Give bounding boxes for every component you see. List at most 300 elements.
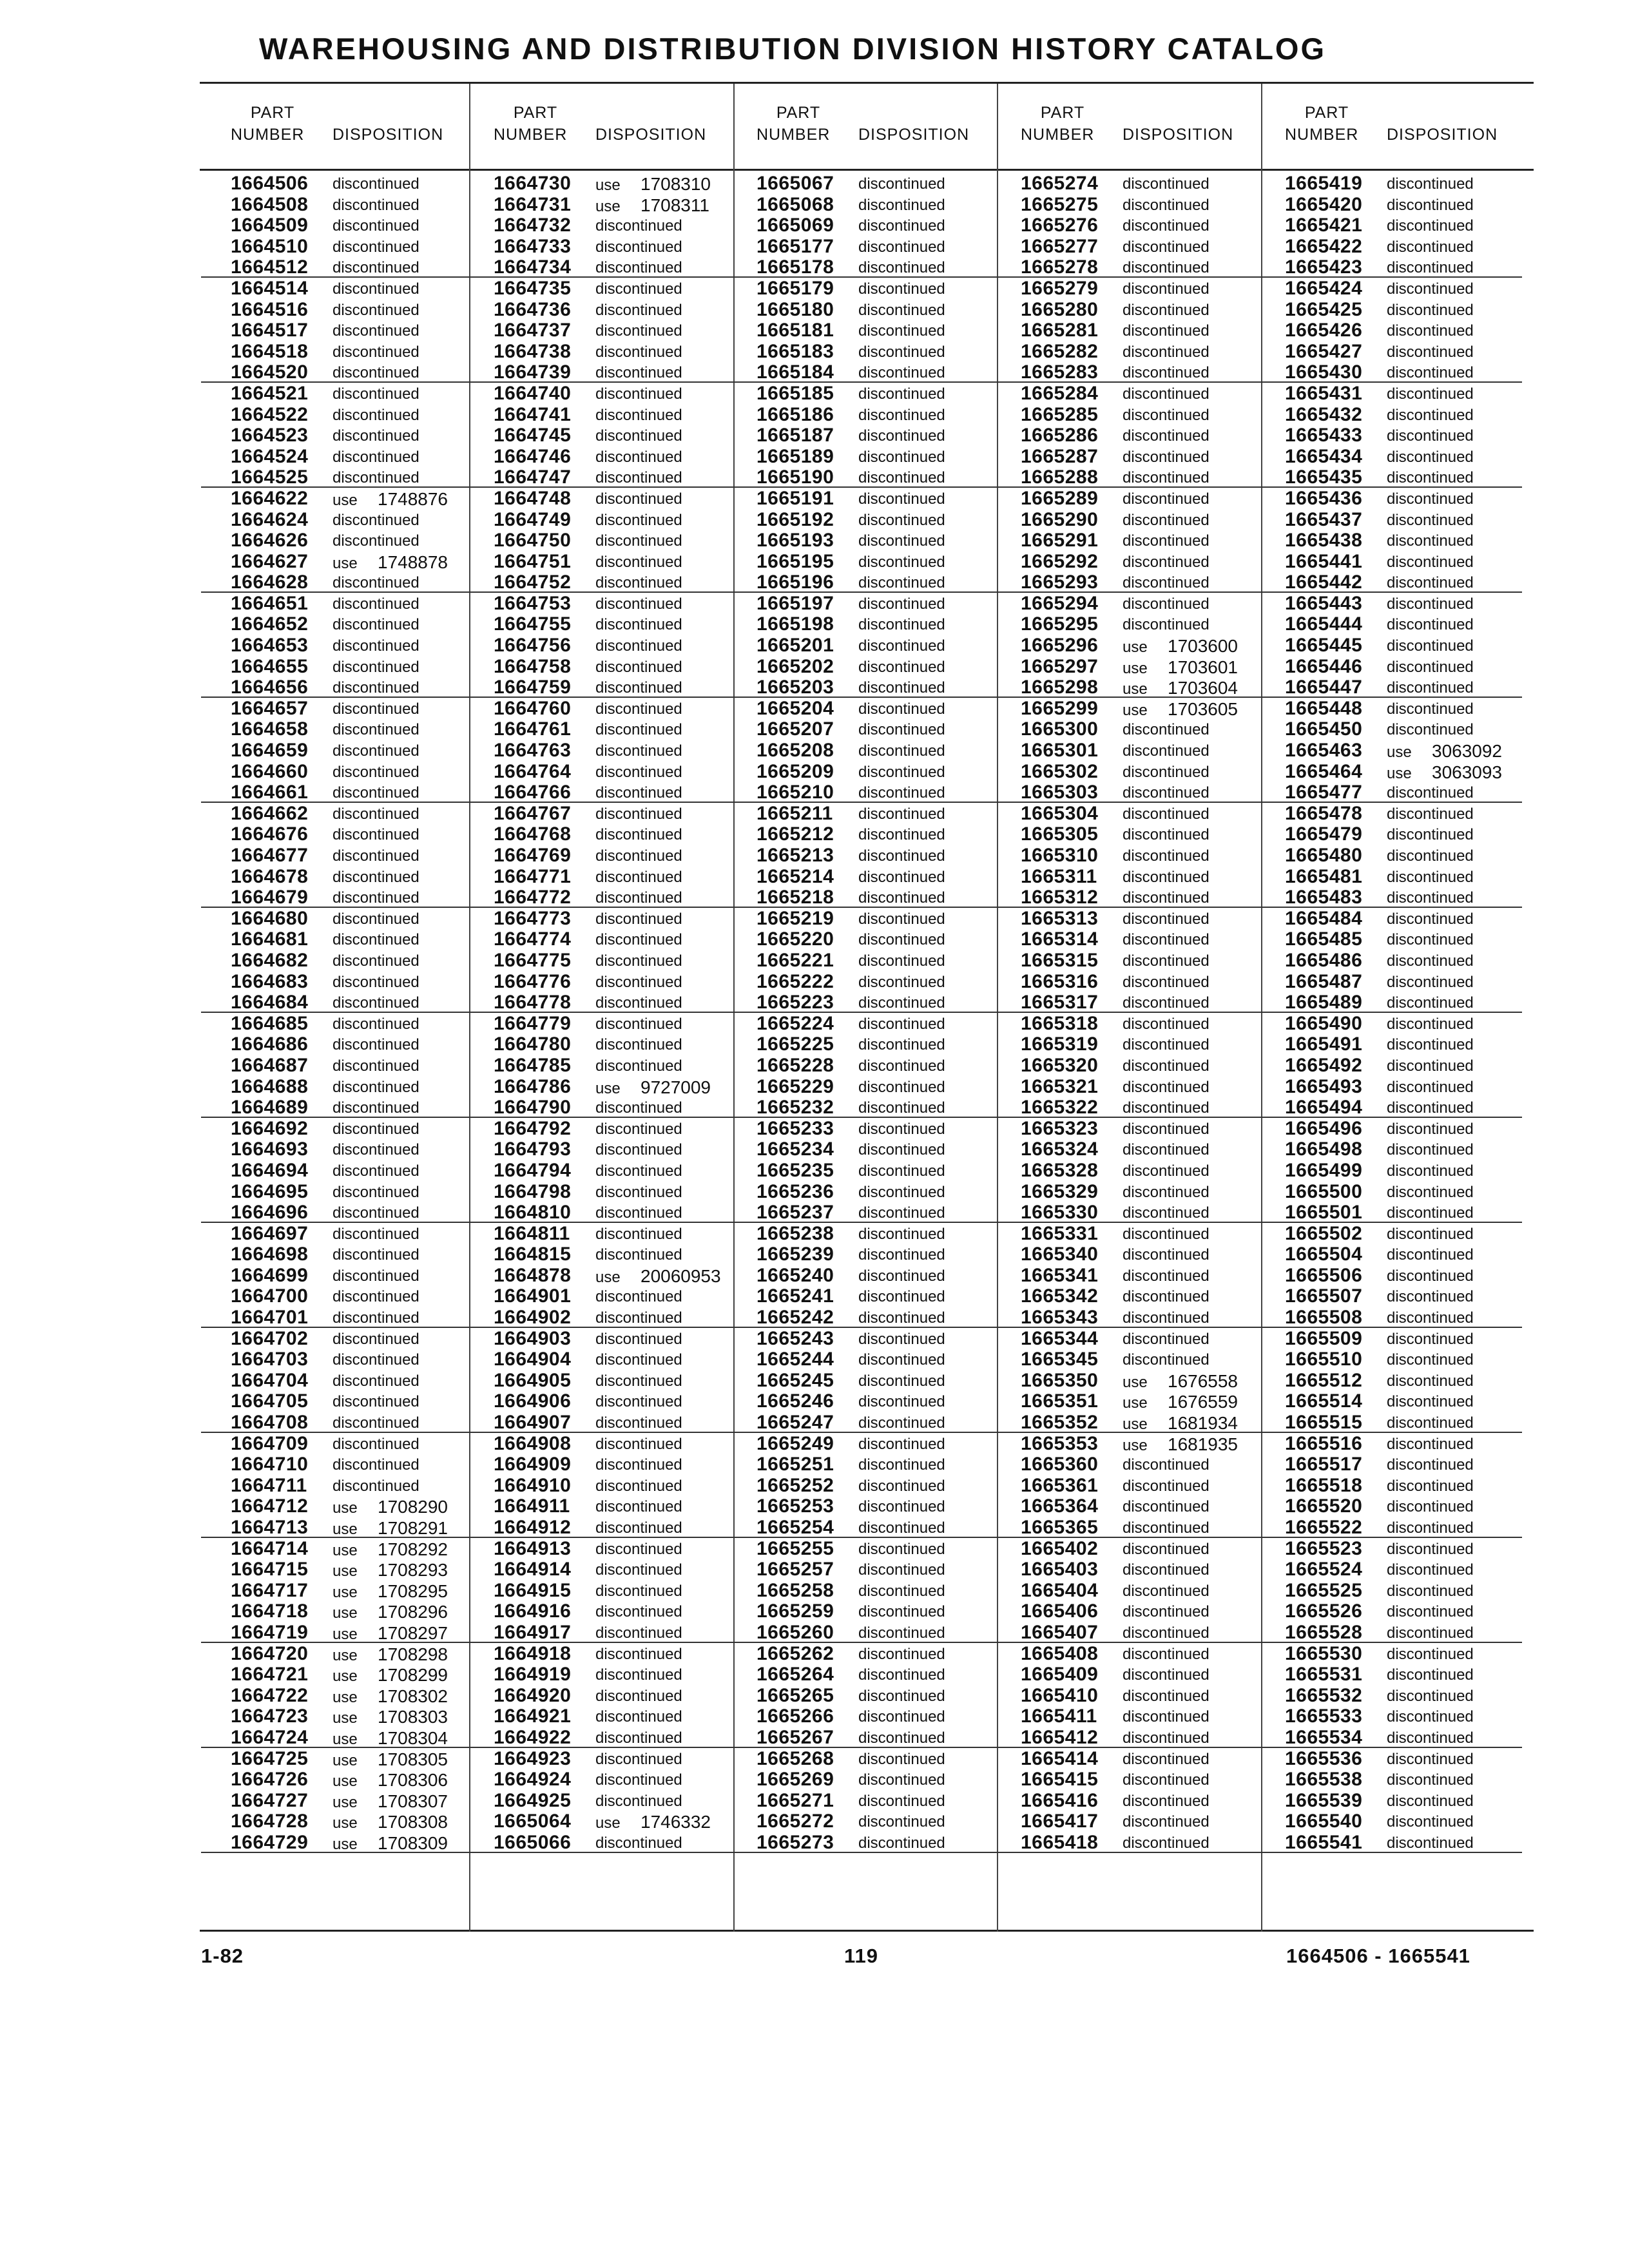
disposition <box>595 1055 682 1077</box>
disposition-text: discontinued <box>1387 658 1474 676</box>
table-row <box>201 1181 468 1202</box>
disposition-text: discontinued <box>333 700 419 718</box>
disposition <box>858 552 945 573</box>
table-row <box>464 215 731 236</box>
disposition <box>595 1686 682 1707</box>
disposition-text: discontinued <box>1387 910 1474 928</box>
part-number: 1664682 <box>231 949 309 971</box>
table-row <box>1255 1349 1522 1370</box>
disposition-text: discontinued <box>858 700 945 718</box>
part-number: 1664734 <box>494 256 572 278</box>
part-number: 1665296 <box>1021 635 1099 657</box>
disposition-text: discontinued <box>595 1414 682 1432</box>
disposition <box>1387 488 1474 510</box>
part-number: 1665289 <box>1021 487 1099 509</box>
part-number: 1665203 <box>757 677 834 698</box>
disposition <box>1123 803 1210 825</box>
replacement-part-number: 1748878 <box>378 552 448 572</box>
disposition-text: discontinued <box>1123 553 1210 571</box>
disposition <box>595 762 682 783</box>
part-number: 1665193 <box>757 530 834 552</box>
disposition <box>333 1539 448 1561</box>
table-row <box>464 992 731 1013</box>
disposition-text: discontinued <box>333 952 419 970</box>
disposition <box>1123 1769 1210 1791</box>
table-row <box>464 1559 731 1580</box>
part-number: 1665265 <box>757 1684 834 1706</box>
table-row <box>991 1076 1258 1097</box>
table-row <box>991 1412 1258 1433</box>
disposition <box>858 1160 945 1182</box>
disposition-text: discontinued <box>858 1015 945 1033</box>
disposition-text: discontinued <box>858 595 945 613</box>
disposition <box>333 762 419 783</box>
disposition <box>595 1749 682 1770</box>
replacement-part-number: 1748876 <box>378 488 448 509</box>
table-row <box>727 887 994 908</box>
disposition <box>595 719 682 740</box>
disposition <box>595 1517 682 1539</box>
table-row <box>727 1097 994 1118</box>
disposition-text: discontinued <box>858 973 945 991</box>
replacement-part-number: 1708295 <box>378 1581 448 1601</box>
table-row <box>201 845 468 866</box>
disposition <box>858 320 945 341</box>
disposition-text: discontinued <box>595 1162 682 1180</box>
table-row <box>464 194 731 215</box>
part-number: 1665246 <box>757 1390 834 1412</box>
disposition-text: use <box>595 1079 621 1097</box>
disposition <box>1387 1160 1474 1182</box>
disposition-text: discontinued <box>1123 196 1210 214</box>
disposition <box>858 719 945 740</box>
table-row <box>1255 572 1522 593</box>
table-row <box>1255 740 1522 761</box>
table-row <box>464 740 731 761</box>
disposition-text: discontinued <box>1123 322 1210 340</box>
part-number: 1665258 <box>757 1579 834 1601</box>
disposition-text: discontinued <box>595 364 682 382</box>
part-number: 1664702 <box>231 1327 309 1349</box>
disposition-text: discontinued <box>858 1267 945 1285</box>
part-number: 1665264 <box>757 1664 834 1686</box>
table-row <box>991 1495 1258 1517</box>
part-number: 1665284 <box>1021 382 1099 404</box>
disposition-text: discontinued <box>1123 1729 1210 1747</box>
part-number: 1665365 <box>1021 1517 1099 1538</box>
table-row <box>464 236 731 257</box>
part-number: 1664689 <box>231 1097 309 1119</box>
table-row <box>727 1202 994 1223</box>
table-row <box>201 1097 468 1118</box>
disposition-text: discontinued <box>333 469 419 487</box>
part-number: 1664508 <box>231 193 309 215</box>
table-row <box>201 1349 468 1370</box>
disposition <box>1123 762 1210 783</box>
part-number: 1664725 <box>231 1747 309 1769</box>
disposition <box>1387 278 1474 300</box>
table-row <box>464 1538 731 1559</box>
disposition-text: use <box>333 1583 358 1601</box>
disposition <box>333 1644 448 1666</box>
part-number: 1665180 <box>757 298 834 320</box>
part-number: 1665293 <box>1021 572 1099 593</box>
disposition <box>858 1391 945 1412</box>
disposition-text: discontinued <box>858 532 945 550</box>
disposition <box>1123 1265 1210 1287</box>
disposition <box>595 972 682 993</box>
disposition <box>858 467 945 488</box>
header-number: NUMBER <box>1021 126 1095 144</box>
table-row <box>1255 551 1522 572</box>
disposition <box>333 1769 448 1792</box>
part-number: 1664776 <box>494 970 572 992</box>
table-row <box>1255 1223 1522 1244</box>
disposition <box>858 698 945 720</box>
disposition <box>1123 1119 1210 1140</box>
disposition-text: discontinued <box>333 322 419 340</box>
disposition <box>1123 1791 1210 1812</box>
table-row <box>991 845 1258 866</box>
disposition-text: use <box>1123 1416 1148 1434</box>
table-row <box>201 1307 468 1328</box>
part-number: 1664918 <box>494 1642 572 1664</box>
table-row <box>201 236 468 257</box>
disposition-text: use <box>333 1562 358 1581</box>
part-number: 1665538 <box>1285 1769 1363 1791</box>
disposition-text: discontinued <box>1123 364 1210 382</box>
table-row <box>1255 1622 1522 1643</box>
disposition-text: discontinued <box>333 1099 419 1117</box>
part-number: 1665260 <box>757 1621 834 1643</box>
disposition-text: discontinued <box>1387 574 1474 592</box>
disposition <box>333 1077 419 1098</box>
replacement-part-number: 1708291 <box>378 1518 448 1538</box>
disposition <box>595 1307 682 1329</box>
disposition <box>595 425 682 447</box>
part-number: 1665489 <box>1285 992 1363 1014</box>
disposition <box>1387 803 1474 825</box>
disposition-text: discontinued <box>858 427 945 445</box>
table-row <box>464 1013 731 1034</box>
disposition-text: discontinued <box>1387 1372 1474 1390</box>
part-number: 1665221 <box>757 949 834 971</box>
table-row <box>991 1433 1258 1454</box>
part-number: 1664680 <box>231 907 309 929</box>
part-number: 1665404 <box>1021 1579 1099 1601</box>
disposition-text: discontinued <box>858 658 945 676</box>
replacement-part-number: 3063093 <box>1432 762 1503 782</box>
table-row <box>727 698 994 719</box>
disposition-text: discontinued <box>333 1330 419 1348</box>
part-number: 1664657 <box>231 697 309 719</box>
part-number: 1665222 <box>757 970 834 992</box>
part-number: 1664748 <box>494 487 572 509</box>
disposition-text: discontinued <box>333 175 419 193</box>
disposition <box>333 1055 419 1077</box>
disposition-text: discontinued <box>1387 1057 1474 1075</box>
disposition <box>595 657 682 678</box>
table-row <box>464 845 731 866</box>
table-row <box>201 1475 468 1496</box>
disposition <box>595 1664 682 1686</box>
disposition-text: discontinued <box>1123 1624 1210 1642</box>
header-disposition: DISPOSITION <box>858 126 970 144</box>
disposition <box>1387 362 1474 383</box>
disposition <box>595 677 682 698</box>
table-row <box>464 1285 731 1307</box>
disposition-text: discontinued <box>595 616 682 634</box>
part-number: 1664720 <box>231 1642 309 1664</box>
table-row <box>464 1139 731 1160</box>
table-row <box>727 1013 994 1034</box>
disposition-text: discontinued <box>333 1477 419 1495</box>
part-number: 1664737 <box>494 320 572 341</box>
part-number: 1665207 <box>757 718 834 740</box>
part-number: 1665330 <box>1021 1202 1099 1224</box>
part-number: 1665299 <box>1021 697 1099 719</box>
disposition <box>333 1265 419 1287</box>
replacement-part-number: 1676558 <box>1168 1370 1239 1391</box>
table-row <box>464 1370 731 1391</box>
part-number: 1664624 <box>231 508 309 530</box>
disposition <box>333 320 419 341</box>
table-row <box>201 1118 468 1139</box>
table-row <box>464 593 731 614</box>
part-number: 1665255 <box>757 1537 834 1559</box>
table-row <box>1255 320 1522 341</box>
part-number: 1665479 <box>1285 823 1363 845</box>
disposition-text: discontinued <box>595 1666 682 1684</box>
part-number: 1665515 <box>1285 1412 1363 1434</box>
disposition-text: discontinued <box>1123 1099 1210 1117</box>
disposition-text: discontinued <box>858 952 945 970</box>
table-row <box>991 613 1258 635</box>
part-number: 1665441 <box>1285 550 1363 572</box>
disposition <box>1387 1727 1474 1749</box>
disposition-text: discontinued <box>595 700 682 718</box>
part-number: 1664751 <box>494 550 572 572</box>
table-row <box>727 1370 994 1391</box>
disposition-text: discontinued <box>1387 1750 1474 1768</box>
disposition <box>595 1139 682 1160</box>
table-row <box>464 950 731 971</box>
part-number: 1664740 <box>494 382 572 404</box>
part-number: 1665491 <box>1285 1033 1363 1055</box>
disposition <box>333 467 419 488</box>
part-number: 1664678 <box>231 865 309 887</box>
disposition <box>1387 383 1474 405</box>
disposition <box>858 867 945 888</box>
header-disposition: DISPOSITION <box>1123 126 1234 144</box>
header-top-rule <box>200 82 1534 84</box>
part-number: 1665484 <box>1285 907 1363 929</box>
disposition <box>333 1601 448 1624</box>
table-row <box>464 320 731 341</box>
disposition <box>1123 383 1210 405</box>
table-row <box>201 1769 468 1790</box>
disposition <box>1123 1727 1210 1749</box>
part-number: 1664771 <box>494 865 572 887</box>
part-number: 1665431 <box>1285 382 1363 404</box>
replacement-part-number: 3063092 <box>1432 741 1503 762</box>
part-number: 1665433 <box>1285 425 1363 447</box>
part-number: 1664785 <box>494 1054 572 1076</box>
part-number: 1664798 <box>494 1180 572 1202</box>
part-number: 1665267 <box>757 1726 834 1748</box>
part-number: 1664922 <box>494 1726 572 1748</box>
part-number: 1665212 <box>757 823 834 845</box>
disposition <box>1123 887 1210 908</box>
disposition-text: discontinued <box>1387 385 1474 403</box>
disposition-text: discontinued <box>1387 1519 1474 1537</box>
disposition-text: discontinued <box>1123 616 1210 634</box>
part-number: 1664768 <box>494 823 572 845</box>
disposition-text: discontinued <box>1387 1624 1474 1642</box>
disposition <box>1387 1097 1474 1119</box>
replacement-part-number: 1746332 <box>641 1812 711 1832</box>
part-number: 1665502 <box>1285 1222 1363 1244</box>
disposition-text: discontinued <box>595 1120 682 1138</box>
table-row <box>727 866 994 887</box>
part-number: 1664693 <box>231 1139 309 1160</box>
part-number: 1664902 <box>494 1307 572 1329</box>
part-number: 1664703 <box>231 1349 309 1370</box>
disposition <box>1123 972 1210 993</box>
disposition <box>595 362 682 383</box>
disposition <box>595 320 682 341</box>
table-row <box>464 1811 731 1832</box>
disposition-text: discontinued <box>858 889 945 907</box>
table-row <box>464 718 731 740</box>
disposition-text: discontinued <box>1387 427 1474 445</box>
disposition <box>595 1014 682 1035</box>
table-row <box>991 992 1258 1013</box>
disposition <box>1123 1434 1238 1456</box>
part-number: 1665210 <box>757 782 834 803</box>
disposition-text: discontinued <box>858 196 945 214</box>
disposition <box>595 1496 682 1517</box>
table-row <box>991 1013 1258 1034</box>
disposition <box>595 1581 682 1602</box>
part-number: 1665361 <box>1021 1474 1099 1496</box>
disposition <box>1123 341 1210 363</box>
disposition <box>1123 1539 1210 1560</box>
disposition <box>1123 1622 1210 1644</box>
table-row <box>201 1076 468 1097</box>
part-number: 1665518 <box>1285 1474 1363 1496</box>
table-row <box>1255 1244 1522 1265</box>
table-row <box>991 866 1258 887</box>
table-row <box>201 1454 468 1475</box>
part-number: 1665291 <box>1021 530 1099 552</box>
disposition-text: discontinued <box>595 511 682 529</box>
part-number: 1664878 <box>494 1264 572 1286</box>
disposition <box>858 215 945 236</box>
disposition-text: discontinued <box>595 1288 682 1306</box>
table-row <box>727 1790 994 1811</box>
table-row <box>201 908 468 929</box>
disposition <box>333 488 448 511</box>
part-number: 1665483 <box>1285 887 1363 908</box>
disposition <box>1387 173 1474 195</box>
table-row <box>991 950 1258 971</box>
replacement-part-number: 1681934 <box>1168 1413 1239 1434</box>
disposition-text: use <box>333 1751 358 1769</box>
part-number: 1664697 <box>231 1222 309 1244</box>
table-row <box>201 404 468 425</box>
table-row <box>991 236 1258 257</box>
part-number: 1664766 <box>494 782 572 803</box>
table-row <box>1255 1559 1522 1580</box>
table-row <box>464 635 731 656</box>
disposition <box>333 719 419 740</box>
disposition-text: discontinued <box>1387 1162 1474 1180</box>
disposition-text: discontinued <box>858 1624 945 1642</box>
disposition <box>595 1329 682 1350</box>
disposition <box>595 572 682 593</box>
part-number: 1665463 <box>1285 740 1363 762</box>
table-row <box>201 509 468 530</box>
disposition <box>595 1706 682 1727</box>
disposition-text: discontinued <box>1387 1330 1474 1348</box>
disposition-text: discontinued <box>595 637 682 655</box>
disposition-text: discontinued <box>1387 1792 1474 1810</box>
table-row <box>1255 1580 1522 1601</box>
disposition-text: discontinued <box>595 952 682 970</box>
disposition-text: discontinued <box>1387 259 1474 277</box>
disposition <box>1123 740 1210 762</box>
disposition <box>858 803 945 825</box>
disposition <box>1123 1601 1210 1622</box>
part-number: 1665427 <box>1285 340 1363 362</box>
part-number: 1665243 <box>757 1327 834 1349</box>
part-number: 1665501 <box>1285 1202 1363 1224</box>
disposition <box>1387 1475 1474 1497</box>
disposition <box>1387 1539 1474 1560</box>
disposition-text: discontinued <box>595 1834 682 1852</box>
disposition <box>858 1686 945 1707</box>
part-number: 1665066 <box>494 1831 572 1853</box>
disposition <box>858 1139 945 1160</box>
table-row <box>727 1832 994 1853</box>
disposition <box>595 803 682 825</box>
disposition-text: discontinued <box>858 784 945 802</box>
part-number: 1665234 <box>757 1139 834 1160</box>
disposition <box>333 1307 419 1329</box>
disposition-text: discontinued <box>1123 1036 1210 1054</box>
disposition-text: discontinued <box>858 637 945 655</box>
part-number: 1665522 <box>1285 1517 1363 1538</box>
disposition <box>858 1097 945 1119</box>
disposition-text: discontinued <box>595 1687 682 1705</box>
table-row <box>464 1244 731 1265</box>
disposition <box>858 740 945 762</box>
table-row <box>727 572 994 593</box>
disposition-text: use <box>1387 764 1412 782</box>
table-row <box>727 656 994 677</box>
disposition-text: discontinued <box>595 658 682 676</box>
disposition-text: discontinued <box>1387 1540 1474 1558</box>
table-row <box>201 341 468 362</box>
part-number: 1664901 <box>494 1285 572 1307</box>
disposition <box>595 1539 682 1560</box>
table-row <box>991 1055 1258 1076</box>
part-number: 1664661 <box>231 782 309 803</box>
disposition-text: discontinued <box>858 994 945 1012</box>
disposition <box>1123 614 1210 635</box>
table-row <box>1255 908 1522 929</box>
